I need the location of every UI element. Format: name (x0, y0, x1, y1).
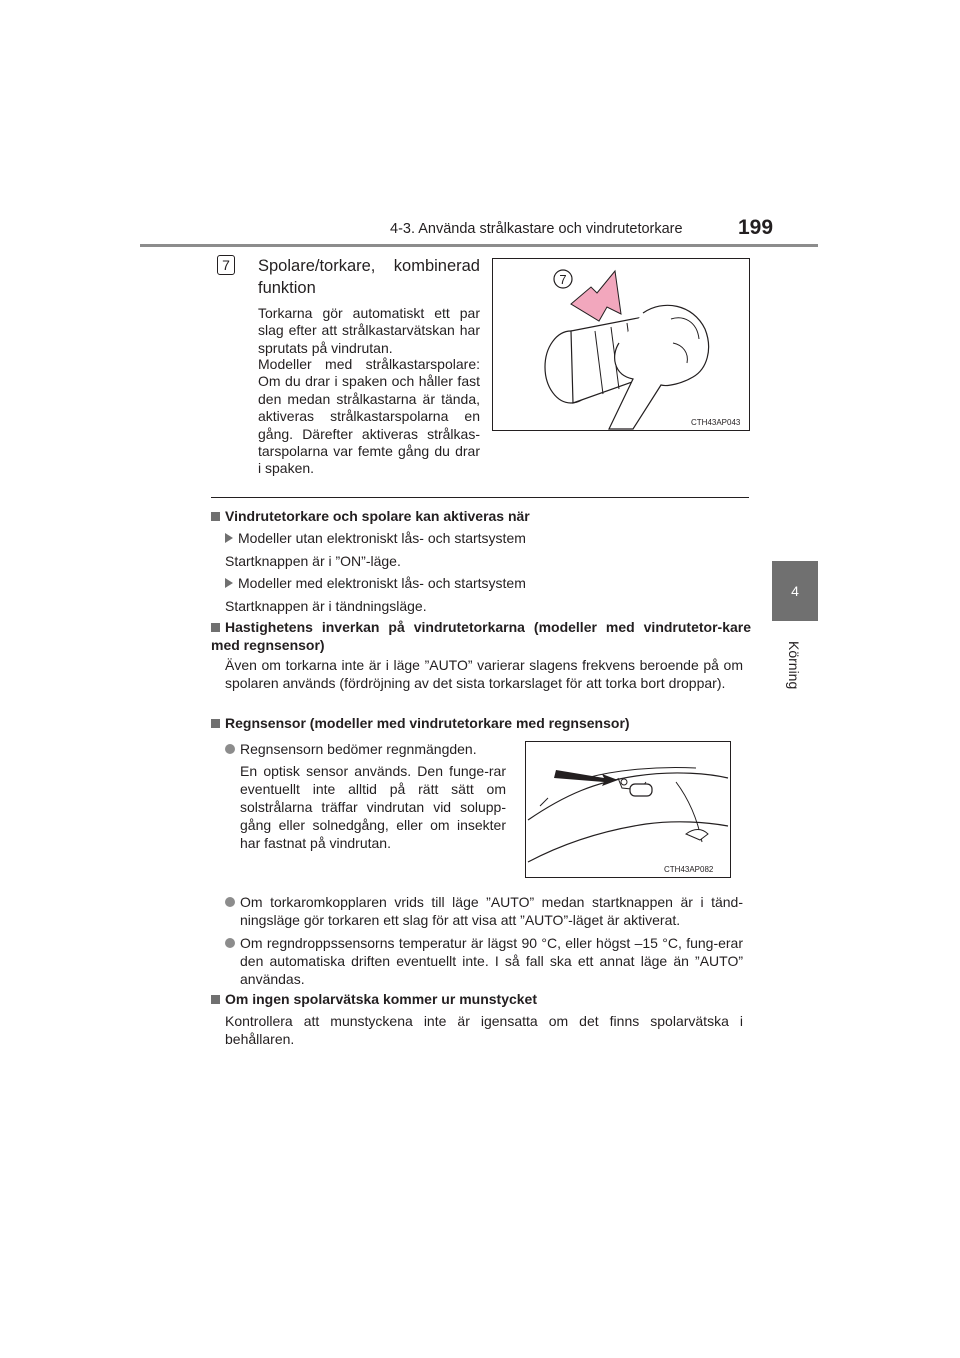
section-4-text: Kontrollera att munstyckena inte är igensatta om det finns spolarvätska i behållaren. (225, 1013, 743, 1047)
section-heading-1 (211, 507, 751, 525)
side-mirror (686, 830, 708, 841)
wiper-lever-figure (492, 258, 750, 431)
section-divider (211, 497, 749, 498)
triangle-bullet-icon (225, 533, 233, 543)
section-1-text-1: Startknappen är i ”ON”-läge. (225, 553, 401, 569)
section-heading-3-text: Regnsensor (modeller med vindrutetorkare med regnsensor) (225, 715, 630, 731)
round-bullet-icon (225, 897, 235, 907)
section-1-text-2: Startknappen är i tändningsläge. (225, 598, 427, 614)
pointer-arrow-icon (554, 770, 618, 786)
rain-bullet-1 (225, 740, 477, 758)
chapter-tab: 4 (772, 561, 818, 621)
callout-number: 7 (559, 272, 567, 287)
rain-bullet-2-text: Om torkaromkopplaren vrids till läge ”AUTO” medan startknappen är i tänd-ningsläge gör torkaren ett slag för att visa att ”AUTO”-läget är aktiverat. (240, 894, 743, 928)
windshield-top (528, 773, 728, 820)
rain-sensor-figure (525, 741, 731, 878)
item-title-line-2: funktion (258, 279, 316, 297)
model-line-1-text: Modeller utan elektroniskt lås- och startsystem (238, 530, 526, 546)
model-line-2 (225, 574, 526, 592)
model-line-1 (225, 529, 526, 547)
dashboard-line (528, 822, 728, 862)
figure-code: CTH43AP043 (691, 418, 741, 427)
rain-bullet-3-text: Om regndroppssensorns temperatur är lägst 90 °C, eller högst –15 °C, fung-erar den automatiska driften eventuellt inte. I så fall ska ett annat läge än ”AUTO” användas. (240, 935, 743, 987)
section-heading-4-text: Om ingen spolarvätska kommer ur munstycket (225, 991, 537, 1007)
figure-code: CTH43AP082 (664, 865, 714, 874)
rain-bullet-2 (225, 893, 743, 929)
rain-bullet-3 (225, 934, 743, 988)
square-bullet-icon (211, 995, 220, 1004)
rear-view-mirror (630, 784, 652, 796)
chapter-name: Körning (786, 640, 802, 690)
rain-bullet-1-text: Regnsensorn bedömer regnmängden. (240, 741, 477, 757)
pull-arrow-icon (571, 271, 621, 321)
section-heading-2-text: Hastighetens inverkan på vindrutetorkarna (modeller med vindrutetor-kare med regnsensor) (211, 619, 751, 653)
triangle-bullet-icon (225, 578, 233, 588)
header-divider (140, 244, 818, 247)
item-number-badge: 7 (217, 255, 235, 275)
wiper-lever-illustration (493, 259, 749, 430)
section-2-text: Även om torkarna inte är i läge ”AUTO” varierar slagens frekvens beroende på om spolaren används (fördröjning av det sista torkarslaget för att torka bort droppar). (225, 657, 743, 691)
square-bullet-icon (211, 512, 220, 521)
page-number: 199 (738, 216, 774, 239)
item-paragraph-2: Modeller med strålkastarspolare: Om du drar i spaken och håller fast den medan strålkastarna är tända, aktiveras strålkastarspolarna en gång. Därefter aktiveras strålkas-tarspolarna var femte gång du drar i spaken. (258, 356, 480, 477)
model-line-2-text: Modeller med elektroniskt lås- och startsystem (238, 575, 526, 591)
section-heading-2 (211, 618, 751, 654)
rain-bullet-1-detail: En optisk sensor används. Den funge-rar eventuellt inte alltid på rätt sätt om solstrålarna träffar vindrutan vid solupp-gång eller solnedgång, eller om insekter har fastnat på vindrutan. (240, 763, 506, 851)
square-bullet-icon (211, 623, 220, 632)
square-bullet-icon (211, 719, 220, 728)
rain-sensor (621, 779, 627, 785)
section-heading-1-text: Vindrutetorkare och spolare kan aktiveras när (225, 508, 530, 524)
section-title: 4-3. Använda strålkastare och vindrutetorkare (390, 221, 683, 237)
rain-sensor-illustration (526, 742, 730, 877)
round-bullet-icon (225, 938, 235, 948)
section-heading-3 (211, 714, 751, 732)
section-heading-4 (211, 990, 751, 1008)
item-title (258, 255, 480, 299)
item-title-line-1: Spolare/torkare, kombinerad (258, 257, 480, 275)
round-bullet-icon (225, 744, 235, 754)
item-paragraph-1: Torkarna gör automatiskt ett par slag efter att strålkastarvätskan har sprutats på vindrutan. (258, 305, 480, 356)
